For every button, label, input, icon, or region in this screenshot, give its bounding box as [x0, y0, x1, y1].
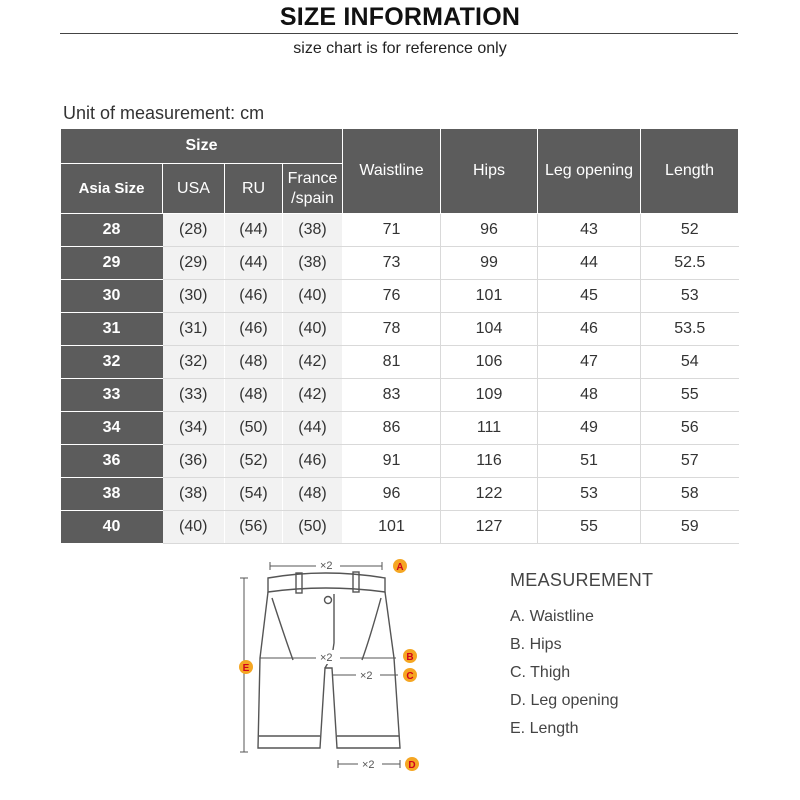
- france-size-cell: (38): [283, 247, 343, 280]
- marker-a-label: A: [396, 562, 404, 573]
- asia-size-cell: 33: [61, 379, 163, 412]
- waistline-cell: 101: [343, 511, 441, 544]
- col-header-asia-size: Asia Size: [61, 164, 163, 214]
- waistline-cell: 91: [343, 445, 441, 478]
- length-cell: 53: [641, 280, 739, 313]
- hips-cell: 96: [441, 214, 538, 247]
- leg-opening-cell: 48: [538, 379, 641, 412]
- usa-size-cell: (38): [163, 478, 225, 511]
- leg-opening-cell: 47: [538, 346, 641, 379]
- hips-cell: 99: [441, 247, 538, 280]
- page-subtitle: size chart is for reference only: [293, 40, 507, 57]
- leg-opening-cell: 53: [538, 478, 641, 511]
- hips-cell: 111: [441, 412, 538, 445]
- table-row: [61, 445, 739, 478]
- waistline-cell: 71: [343, 214, 441, 247]
- ru-size-cell: (46): [225, 280, 283, 313]
- col-header-length: Length: [641, 129, 739, 214]
- ru-size-cell: (48): [225, 379, 283, 412]
- multiplier-b: ×2: [320, 652, 333, 664]
- france-size-cell: (48): [283, 478, 343, 511]
- multiplier-d: ×2: [362, 759, 375, 771]
- legend-item-thigh: C. Thigh: [510, 664, 571, 681]
- legend-item-hips: B. Hips: [510, 636, 562, 653]
- col-header-ru: RU: [225, 164, 283, 214]
- leg-opening-cell: 49: [538, 412, 641, 445]
- table-row: [61, 247, 739, 280]
- asia-size-cell: 34: [61, 412, 163, 445]
- leg-opening-cell: 46: [538, 313, 641, 346]
- france-size-cell: (38): [283, 214, 343, 247]
- size-group-header: Size: [61, 129, 343, 164]
- legend-item-waistline: A. Waistline: [510, 608, 594, 625]
- multiplier-a: ×2: [320, 560, 333, 572]
- legend-item-leg-opening: D. Leg opening: [510, 692, 619, 709]
- france-size-cell: (40): [283, 280, 343, 313]
- pocket-left: [272, 598, 293, 660]
- usa-size-cell: (33): [163, 379, 225, 412]
- usa-size-cell: (40): [163, 511, 225, 544]
- length-cell: 52.5: [641, 247, 739, 280]
- marker-e-label: E: [242, 663, 250, 674]
- usa-size-cell: (32): [163, 346, 225, 379]
- hips-cell: 122: [441, 478, 538, 511]
- asia-size-cell: 40: [61, 511, 163, 544]
- multiplier-c: ×2: [360, 670, 373, 682]
- length-cell: 56: [641, 412, 739, 445]
- waistline-cell: 73: [343, 247, 441, 280]
- waistline-cell: 78: [343, 313, 441, 346]
- page-title: SIZE INFORMATION: [279, 3, 521, 31]
- legend-title: MEASUREMENT: [510, 570, 654, 590]
- usa-size-cell: (31): [163, 313, 225, 346]
- col-header-france-spain: [283, 164, 343, 214]
- marker-d-label: D: [408, 760, 416, 771]
- leg-opening-cell: 43: [538, 214, 641, 247]
- asia-size-cell: 29: [61, 247, 163, 280]
- asia-size-cell: 28: [61, 214, 163, 247]
- asia-size-cell: 36: [61, 445, 163, 478]
- length-cell: 58: [641, 478, 739, 511]
- marker-b-label: B: [406, 652, 414, 663]
- ru-size-cell: (44): [225, 247, 283, 280]
- asia-size-cell: 32: [61, 346, 163, 379]
- col-header-hips: Hips: [441, 129, 538, 214]
- table-row: [61, 511, 739, 544]
- france-size-cell: (42): [283, 346, 343, 379]
- usa-size-cell: (34): [163, 412, 225, 445]
- length-cell: 52: [641, 214, 739, 247]
- france-size-cell: (50): [283, 511, 343, 544]
- title-divider: [60, 33, 738, 34]
- length-cell: 54: [641, 346, 739, 379]
- size-table: [60, 128, 739, 544]
- marker-c-label: C: [406, 671, 414, 682]
- table-row: [61, 478, 739, 511]
- ru-size-cell: (46): [225, 313, 283, 346]
- hips-cell: 116: [441, 445, 538, 478]
- hips-cell: 109: [441, 379, 538, 412]
- asia-size-cell: 30: [61, 280, 163, 313]
- length-cell: 59: [641, 511, 739, 544]
- ru-size-cell: (54): [225, 478, 283, 511]
- col-header-waistline: Waistline: [343, 129, 441, 214]
- leg-opening-cell: 55: [538, 511, 641, 544]
- ru-size-cell: (48): [225, 346, 283, 379]
- col-header-france-line2: /spain: [291, 189, 334, 207]
- waistline-cell: 96: [343, 478, 441, 511]
- belt-loop-left: [296, 573, 302, 593]
- hips-cell: 104: [441, 313, 538, 346]
- table-row: [61, 346, 739, 379]
- waistline-cell: 81: [343, 346, 441, 379]
- shorts-diagram: [230, 548, 430, 778]
- table-row: [61, 280, 739, 313]
- button-icon: [325, 597, 332, 604]
- length-cell: 53.5: [641, 313, 739, 346]
- asia-size-cell: 38: [61, 478, 163, 511]
- col-header-france-line1: France: [287, 169, 338, 187]
- col-header-usa: USA: [163, 164, 225, 214]
- waistline-cell: 86: [343, 412, 441, 445]
- hips-cell: 101: [441, 280, 538, 313]
- table-row: [61, 412, 739, 445]
- pocket-right: [362, 598, 381, 660]
- leg-opening-cell: 44: [538, 247, 641, 280]
- unit-label: Unit of measurement: cm: [63, 103, 265, 123]
- usa-size-cell: (36): [163, 445, 225, 478]
- table-row: [61, 313, 739, 346]
- table-row: [61, 379, 739, 412]
- waistband-outline: [268, 573, 385, 592]
- leg-opening-cell: 51: [538, 445, 641, 478]
- asia-size-cell: 31: [61, 313, 163, 346]
- leg-opening-cell: 45: [538, 280, 641, 313]
- ru-size-cell: (52): [225, 445, 283, 478]
- usa-size-cell: (29): [163, 247, 225, 280]
- france-size-cell: (44): [283, 412, 343, 445]
- waistline-cell: 76: [343, 280, 441, 313]
- col-header-leg-opening: Leg opening: [538, 129, 641, 214]
- usa-size-cell: (30): [163, 280, 225, 313]
- table-row: [61, 214, 739, 247]
- hips-cell: 127: [441, 511, 538, 544]
- france-size-cell: (42): [283, 379, 343, 412]
- ru-size-cell: (50): [225, 412, 283, 445]
- usa-size-cell: (28): [163, 214, 225, 247]
- measurement-legend: [510, 570, 653, 743]
- waistline-cell: 83: [343, 379, 441, 412]
- france-size-cell: (40): [283, 313, 343, 346]
- hips-cell: 106: [441, 346, 538, 379]
- length-cell: 57: [641, 445, 739, 478]
- legend-item-length: E. Length: [510, 720, 579, 737]
- ru-size-cell: (44): [225, 214, 283, 247]
- length-cell: 55: [641, 379, 739, 412]
- france-size-cell: (46): [283, 445, 343, 478]
- ru-size-cell: (56): [225, 511, 283, 544]
